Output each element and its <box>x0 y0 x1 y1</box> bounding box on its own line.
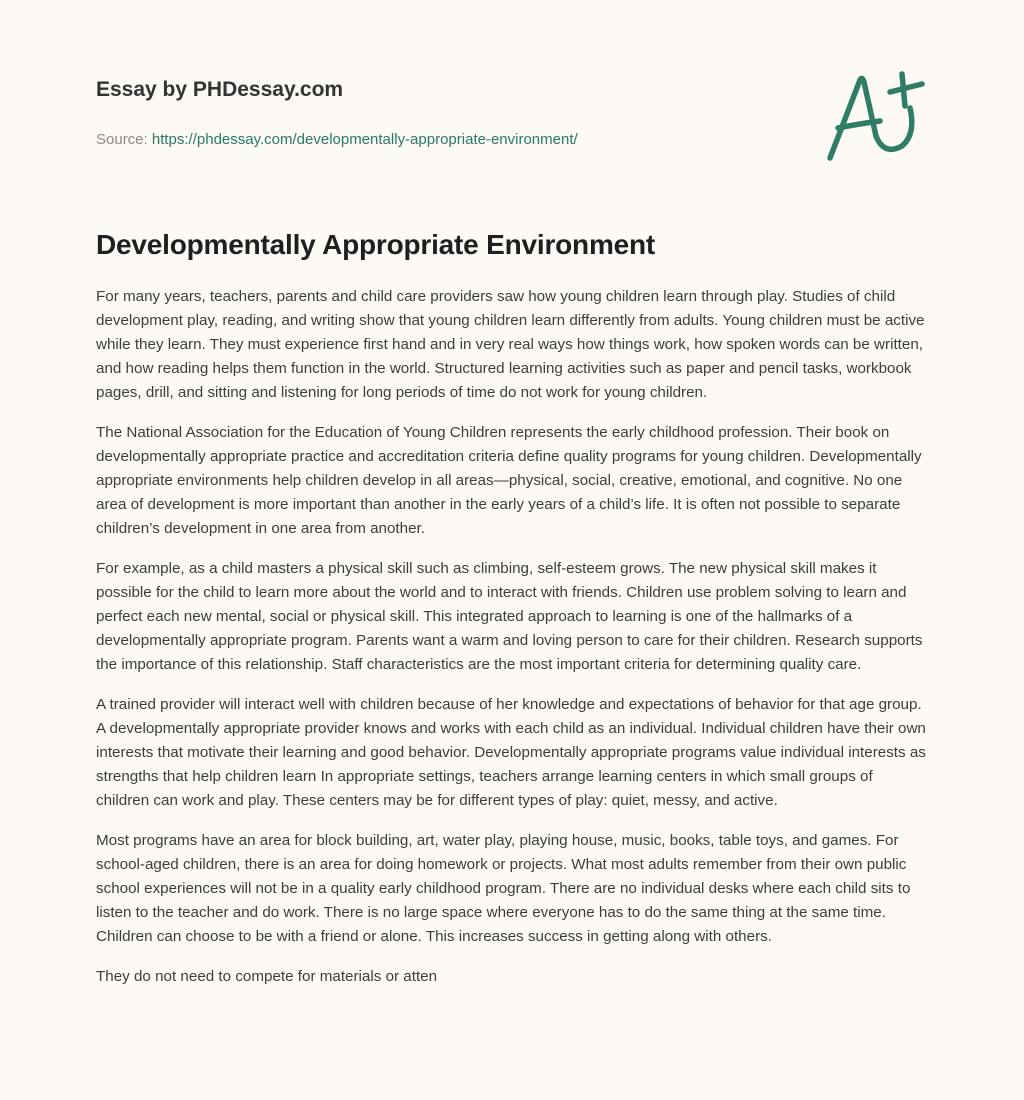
article-paragraph: For example, as a child masters a physical skill such as climbing, self-esteem grows. The new physical skill makes it possible for the child to learn more about the world and to interact with friends. Children use problem solving to learn and perfect each new mental, social or physical skill. This integrated approach to learning is one of the hallmarks of a developmentally appropriate program. Parents want a warm and loving person to care for their children. Research supports the importance of this relationship. Staff characteristics are the most important criteria for determining quality care. <box>96 560 923 673</box>
article-body <box>96 285 930 1005</box>
article-paragraph-truncated: They do not need to compete for materials or atten <box>96 968 438 985</box>
site-title: Essay by PHDessay.com <box>96 78 344 101</box>
article-title: Developmentally Appropriate Environment <box>96 229 656 260</box>
source-label: Source: <box>96 131 152 148</box>
source-link[interactable]: https://phdessay.com/developmentally-appropriate-environment/ <box>151 131 578 148</box>
article-paragraph: Most programs have an area for block building, art, water play, playing house, music, books, table toys, and games. For school-aged children, there is an area for doing homework or projects. What most adults remember from their own public school experiences will not be in a quality early childhood program. There are no individual desks where each child sits to listen to the teacher and do work. There is no large space where everyone has to do the same thing at the same time. Children can choose to be with a friend or alone. This increases success in getting along with others. <box>96 832 911 945</box>
a-plus-grade-icon <box>818 66 930 166</box>
article-paragraph: A trained provider will interact well with children because of her knowledge and expectations of behavior for that age group. A developmentally appropriate provider knows and works with each child as an individual. Individual children have their own interests that motivate their learning and good behavior. Developmentally appropriate programs value individual interests as strengths that help children learn In appropriate settings, teachers arrange learning centers in which small groups of children can work and play. These centers may be for different types of play: quiet, messy, and active. <box>96 696 926 809</box>
article-paragraph: For many years, teachers, parents and child care providers saw how young children learn through play. Studies of child development play, reading, and writing show that young children learn differently from adults. Young children must be active while they learn. They must experience first hand and in very real ways how things work, how spoken words can be written, and how reading helps them function in the world. Structured learning activities such as paper and pencil tasks, workbook pages, drill, and sitting and listening for long periods of time do not work for young children. <box>96 288 925 401</box>
page-header <box>96 74 926 150</box>
source-line <box>96 130 926 150</box>
article-paragraph: The National Association for the Education of Young Children represents the early childhood profession. Their book on developmentally appropriate practice and accreditation criteria define quality programs for young children. Developmentally appropriate environments help children develop in all areas—physical, social, creative, emotional, and cognitive. No one area of development is more important than another in the early years of a child’s life. It is often not possible to separate children’s development in one area from another. <box>96 424 922 537</box>
